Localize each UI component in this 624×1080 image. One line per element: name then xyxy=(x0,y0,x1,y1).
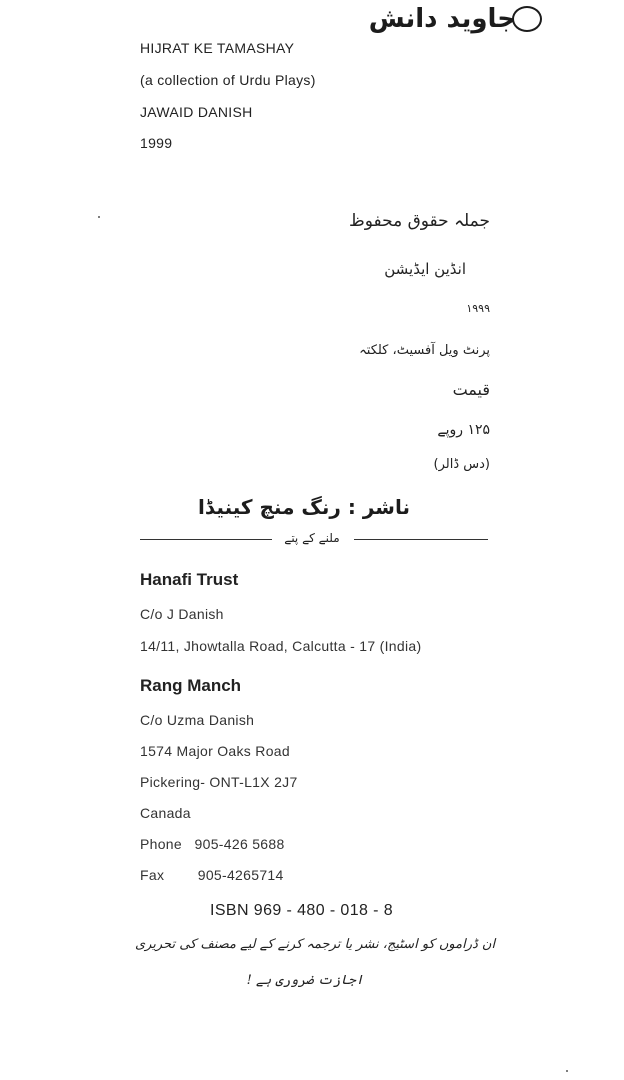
address-line: C/o J Danish xyxy=(140,606,224,622)
address-line: Canada xyxy=(140,805,191,821)
author-urdu-heading: جاوید دانش xyxy=(368,4,516,34)
book-subtitle: (a collection of Urdu Plays) xyxy=(140,72,316,88)
edition-label: انڈین ایڈیشن xyxy=(384,260,466,278)
urdu-year: ۱۹۹۹ xyxy=(466,302,490,315)
permission-note-line1: ان ڈراموں کو اسٹیج، نشر یا ترجمہ کرنے کے لیے مصنف کی تحریری xyxy=(134,937,496,952)
address-line: Pickering- ONT-L1X 2J7 xyxy=(140,774,298,790)
address-line: 14/11, Jhowtalla Road, Calcutta - 17 (India) xyxy=(140,638,422,654)
price-label: قیمت xyxy=(452,380,490,399)
book-title: HIJRAT KE TAMASHAY xyxy=(140,40,295,56)
divider-label: ملنے کے پتے xyxy=(272,531,352,545)
org-name-hanafi-trust: Hanafi Trust xyxy=(140,570,239,589)
book-year: 1999 xyxy=(140,135,173,151)
circle-icon xyxy=(512,6,542,32)
scan-speck xyxy=(98,216,100,218)
address-line: C/o Uzma Danish xyxy=(140,712,255,728)
divider-right xyxy=(354,539,488,540)
permission-note-line2: اجازت ضروری ہے ! xyxy=(246,973,364,988)
printer-line: پرنٹ ویل آفسیٹ، کلکتہ xyxy=(359,343,490,358)
price-dollars: (دس ڈالر) xyxy=(433,457,490,472)
phone-line: Phone 905-426 5688 xyxy=(140,836,285,852)
price-rupees: ۱۲۵ روپے xyxy=(437,422,490,438)
publisher-line: ناشر : رنگ منچ کینیڈا xyxy=(198,495,410,519)
scan-speck xyxy=(566,1070,568,1072)
org-name-rang-manch: Rang Manch xyxy=(140,676,242,695)
address-line: 1574 Major Oaks Road xyxy=(140,743,290,759)
divider-left xyxy=(140,539,272,540)
isbn-number: ISBN 969 - 480 - 018 - 8 xyxy=(210,902,394,919)
fax-line: Fax 905-4265714 xyxy=(140,867,284,883)
rights-reserved: جملہ حقوق محفوظ xyxy=(349,211,490,231)
book-author: JAWAID DANISH xyxy=(140,104,253,120)
